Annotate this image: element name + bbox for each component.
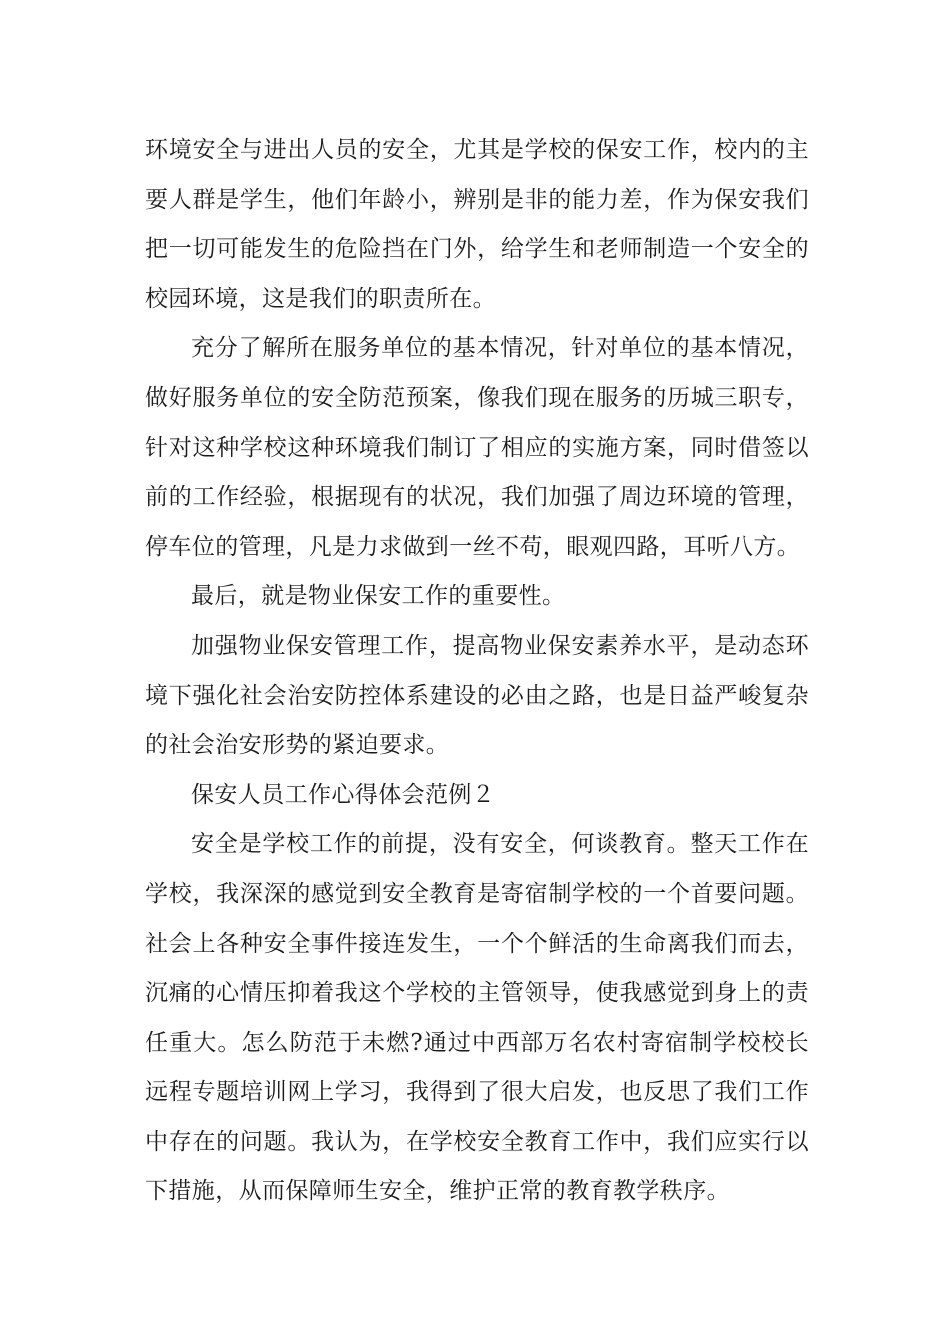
paragraph-service-unit: 充分了解所在服务单位的基本情况，针对单位的基本情况，做好服务单位的安全防范预案，像我们现在服务的历城三职专，针对这种学校这种环境我们制订了相应的实施方案，同时借签以前的工作经验，根据现有的状况，我们加强了周边环境的管理，停车位的管理，凡是力求做到一丝不苟，眼观四路，耳听八方。 — [145, 335, 809, 560]
paragraph-importance: 最后，就是物业保安工作的重要性。 — [191, 583, 566, 610]
paragraph-strengthen-management: 加强物业保安管理工作，提高物业保安素养水平，是动态环境下强化社会治安防控体系建设的必由之路，也是日益严峻复杂的社会治安形势的紧迫要求。 — [145, 632, 809, 759]
section-heading-example-2: 保安人员工作心得体会范例２ — [191, 781, 496, 808]
paragraph-school-safety: 环境安全与进出人员的安全，尤其是学校的保安工作，校内的主要人群是学生，他们年龄小，辨别是非的能力差，作为保安我们把一切可能发生的危险挡在门外，给学生和老师制造一个安全的校园环境，这是我们的职责所在。 — [145, 137, 809, 312]
paragraph-safety-education: 安全是学校工作的前提，没有安全，何谈教育。整天工作在学校，我深深的感觉到安全教育是寄宿制学校的一个首要问题。社会上各种安全事件接连发生，一个个鲜活的生命离我们而去，沉痛的心情压抑着我这个学校的主管领导，使我感觉到身上的责任重大。怎么防范于未燃?通过中西部万名农村寄宿制学校校长远程专题培训网上学习，我得到了很大启发，也反思了我们工作中存在的问题。我认为，在学校安全教育工作中，我们应实行以下措施，从而保障师生安全，维护正常的教育教学秩序。 — [145, 831, 809, 1205]
document-body — [145, 126, 809, 1217]
